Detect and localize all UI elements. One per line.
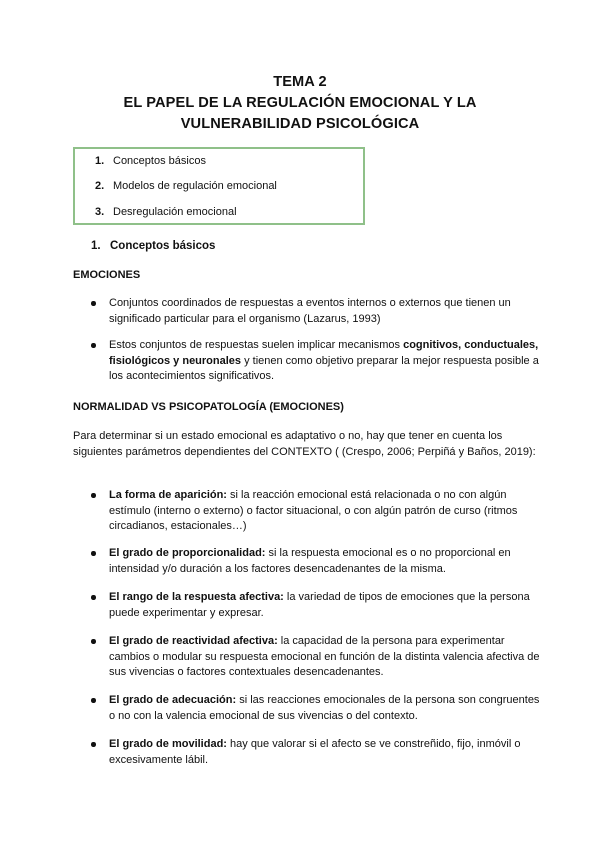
bullet-icon xyxy=(91,493,96,498)
toc-item xyxy=(95,179,277,193)
list-item-bold: El rango de la respuesta afectiva: xyxy=(109,591,284,603)
toc-item-label: Desregulación emocional xyxy=(113,206,237,218)
list-item-bold: cognitivos, conductuales, fisiológicos y neuronales xyxy=(109,339,539,367)
bullet-icon xyxy=(91,301,96,306)
title-line-3: VULNERABILIDAD PSICOLÓGICA xyxy=(180,116,420,132)
toc-item-label: Conceptos básicos xyxy=(113,155,206,167)
emociones-heading: EMOCIONES xyxy=(73,269,141,281)
list-item-body: la variedad de tipos de emociones que la persona puede experimentar y expresar. xyxy=(109,591,530,619)
list-item-bold: El grado de reactividad afectiva: xyxy=(109,635,278,647)
list-item-text xyxy=(109,488,541,535)
list-item-bold: El grado de movilidad: xyxy=(109,738,227,750)
list-item-body: si la reacción emocional está relacionada o no con algún estímulo (interno o externo) o factor situacional, o con algún patrón de curso (ritmos circadianos, estacionales…) xyxy=(109,489,518,532)
normalidad-heading: NORMALIDAD VS PSICOPATOLOGÍA (EMOCIONES) xyxy=(73,401,344,413)
list-item-text xyxy=(109,546,541,577)
bullet-icon xyxy=(91,595,96,600)
list-item-text: Conjuntos coordinados de respuestas a eventos internos o externos que tienen un significado particular para el organismo (Lazarus, 1993) xyxy=(109,297,511,325)
toc-item-number: 2. xyxy=(95,180,105,192)
toc-item xyxy=(95,205,237,219)
document-title xyxy=(0,72,600,135)
list-item xyxy=(91,634,541,681)
section-number: 1. xyxy=(91,240,101,252)
toc-item-number: 3. xyxy=(95,206,105,218)
list-item-body: la capacidad de la persona para experimentar cambios o modular su respuesta emocional en función de la distinta valencia afectiva de sus vivencias o factores contextuales desencadenantes. xyxy=(109,635,540,678)
list-item xyxy=(91,737,541,768)
list-item xyxy=(91,488,541,535)
title-line-1: TEMA 2 xyxy=(273,74,327,90)
toc-item xyxy=(95,154,206,168)
list-item-text xyxy=(109,634,541,681)
table-of-contents xyxy=(73,147,365,225)
list-item-text xyxy=(109,693,541,724)
list-item-bold: El grado de proporcionalidad: xyxy=(109,547,266,559)
list-item-bold: El grado de adecuación: xyxy=(109,694,237,706)
bullet-icon xyxy=(91,742,96,747)
list-item-text xyxy=(109,737,541,768)
list-item-body: si la respuesta emocional es o no proporcional en intensidad y/o duración a los factores desencadenantes de la misma. xyxy=(109,547,511,575)
bullet-icon xyxy=(91,639,96,644)
list-item xyxy=(91,546,541,577)
list-item-body: si las reacciones emocionales de la persona son congruentes o no con la valencia emocional de sus vivencias o del contexto. xyxy=(109,694,540,722)
bullet-icon xyxy=(91,551,96,556)
toc-item-number: 1. xyxy=(95,155,105,167)
list-item-text-post: y tienen como objetivo preparar la mejor respuesta posible a los acontecimientos significativos. xyxy=(109,354,539,382)
list-item-text-pre: Estos conjuntos de respuestas suelen implicar mecanismos xyxy=(109,339,404,351)
title-line-2: EL PAPEL DE LA REGULACIÓN EMOCIONAL Y LA xyxy=(123,95,477,111)
section-heading xyxy=(91,240,215,252)
bullet-icon xyxy=(91,343,96,348)
list-item-text xyxy=(109,590,541,621)
bullet-icon xyxy=(91,698,96,703)
toc-item-label: Modelos de regulación emocional xyxy=(113,180,277,192)
list-item-text xyxy=(109,338,541,385)
list-item-bold: La forma de aparición: xyxy=(109,489,227,501)
section-label: Conceptos básicos xyxy=(110,240,216,252)
list-item xyxy=(91,693,541,724)
list-item xyxy=(91,296,541,327)
intro-paragraph: Para determinar si un estado emocional es adaptativo o no, hay que tener en cuenta los siguientes parámetros dependientes del CONTEXTO ( (Crespo, 2006; Perpiñá y Baños, 2019): xyxy=(73,430,536,458)
list-item-body: hay que valorar si el afecto se ve constreñido, fijo, inmóvil o excesivamente lábil. xyxy=(109,738,521,766)
list-item xyxy=(91,590,541,621)
list-item xyxy=(91,338,541,385)
